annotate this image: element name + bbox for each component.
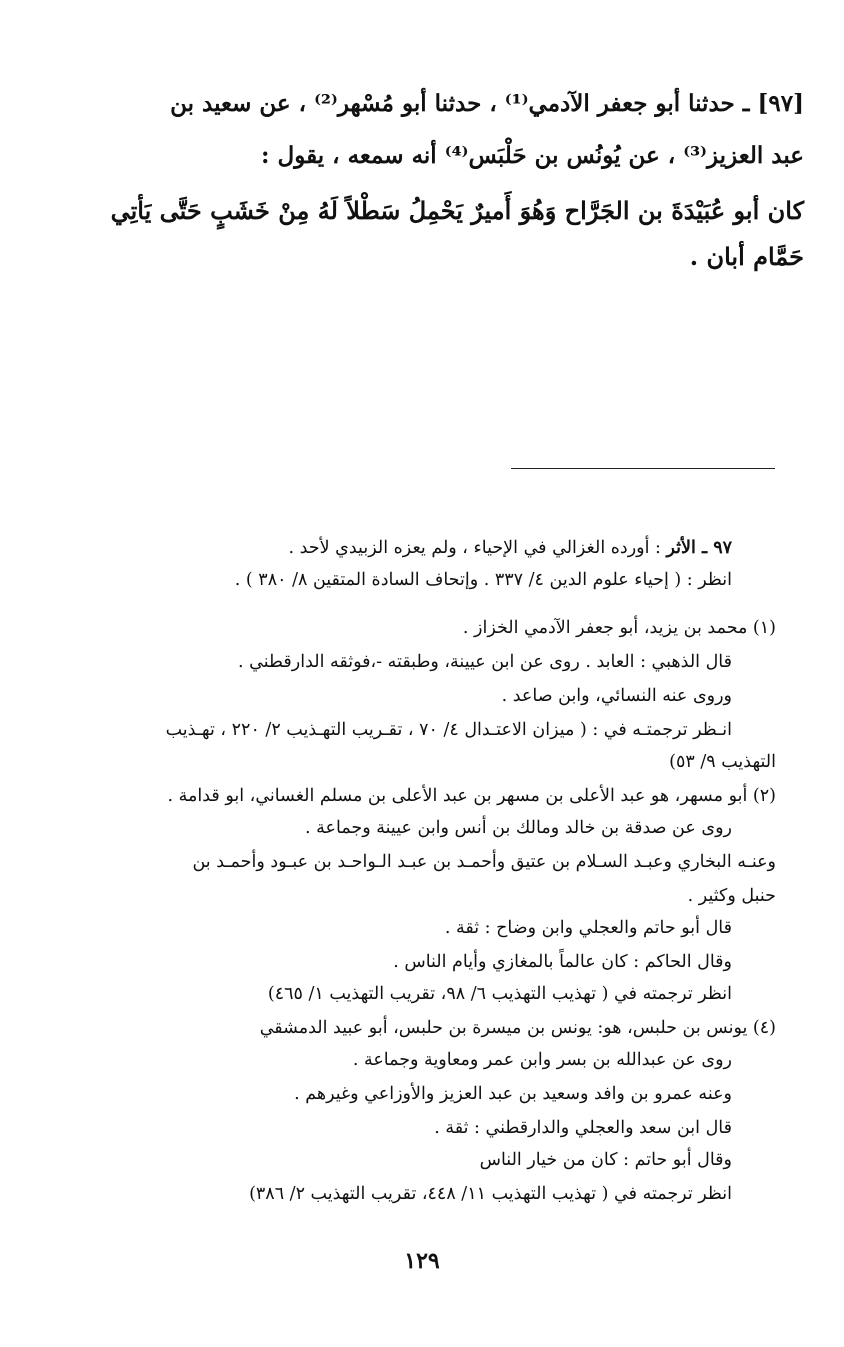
hadith-isnad-line-1: [٩٧] ـ حدثنا أبو جعفر الآدمي⁽¹⁾ ، حدثنا أبو مُسْهر⁽²⁾ ، عن سعيد بن bbox=[170, 90, 804, 117]
athar-reference: انظر : ( إحياء علوم الدين ٤/ ٣٣٧ . وإتحاف السادة المتقين ٨/ ٣٨٠ ) . bbox=[234, 570, 732, 590]
footnote-2-line: وقال الحاكم : كان عالماً بالمغازي وأيام الناس . bbox=[393, 952, 732, 972]
hadith-isnad-line-2: عبد العزيز⁽³⁾ ، عن يُونُس بن حَلْبَس⁽⁴⁾ أنه سمعه ، يقول : bbox=[261, 142, 804, 169]
footnote-4-line: روى عن عبدالله بن بسر وابن عمر ومعاوية وجماعة . bbox=[352, 1050, 732, 1070]
footnote-4-line: (٤) يونس بن حلبس، هو: يونس بن ميسرة بن حلبس، أبو عبيد الدمشقي bbox=[259, 1018, 776, 1038]
footnote-2-line: قال أبو حاتم والعجلي وابن وضاح : ثقة . bbox=[444, 918, 732, 938]
footnote-2-line: وعنـه البخاري وعبـد السـلام بن عتيق وأحمـد بن عبـد الـواحـد بن عبـود وأحمـد بن bbox=[192, 852, 776, 872]
athar-note bbox=[289, 538, 733, 558]
footnote-4-line: انظر ترجمته في ( تهذيب التهذيب ١١/ ٤٤٨، تقريب التهذيب ٢/ ٣٨٦) bbox=[249, 1184, 732, 1204]
footnote-2-line: انظر ترجمته في ( تهذيب التهذيب ٦/ ٩٨، تقريب التهذيب ١/ ٤٦٥) bbox=[267, 984, 732, 1004]
athar-text: : أورده الغزالي في الإحياء ، ولم يعزه الزبيدي لأحد . bbox=[288, 538, 667, 558]
athar-label: ٩٧ ـ الأثر bbox=[666, 538, 732, 558]
footnote-4-line: قال ابن سعد والعجلي والدارقطني : ثقة . bbox=[434, 1118, 732, 1138]
hadith-matn-line-1: كان أبو عُبَيْدَةَ بن الجَرَّاح وَهُوَ أَميرٌ يَحْمِلُ سَطْلاً لَهُ مِنْ خَشَبٍ حَتَّى يَأتِي bbox=[110, 196, 804, 225]
hadith-matn-line-2: حَمَّام أبان . bbox=[689, 242, 804, 271]
footnote-1-line: وروى عنه النسائي، وابن صاعد . bbox=[501, 686, 732, 706]
page-number: ١٢٩ bbox=[404, 1248, 440, 1274]
footnote-2-line: حنبل وكثير . bbox=[687, 886, 776, 906]
footnote-4-line: وقال أبو حاتم : كان من خيار الناس bbox=[479, 1150, 732, 1170]
footnote-1-line: (١) محمد بن يزيد، أبو جعفر الآدمي الخزاز . bbox=[462, 618, 776, 638]
footnote-1-line: قال الذهبي : العابد . روى عن ابن عيينة، وطبقته -،فوثقه الدارقطني . bbox=[238, 652, 732, 672]
footnote-4-line: وعنه عمرو بن وافد وسعيد بن عبد العزيز والأوزاعي وغيرهم . bbox=[294, 1084, 732, 1104]
footnote-2-line: (٢) أبو مسهر، هو عبد الأعلى بن مسهر بن عبد الأعلى بن مسلم الغساني، ابو قدامة . bbox=[167, 786, 776, 806]
footnote-separator bbox=[511, 468, 775, 469]
footnote-2-line: روى عن صدقة بن خالد ومالك بن أنس وابن عيينة وجماعة . bbox=[305, 818, 732, 838]
footnote-1-line: انـظر ترجمتـه في : ( ميزان الاعتـدال ٤/ ٧٠ ، تقـريب التهـذيب ٢/ ٢٢٠ ، تهـذيب bbox=[165, 720, 732, 740]
footnote-1-line: التهذيب ٩/ ٥٣) bbox=[669, 752, 776, 772]
